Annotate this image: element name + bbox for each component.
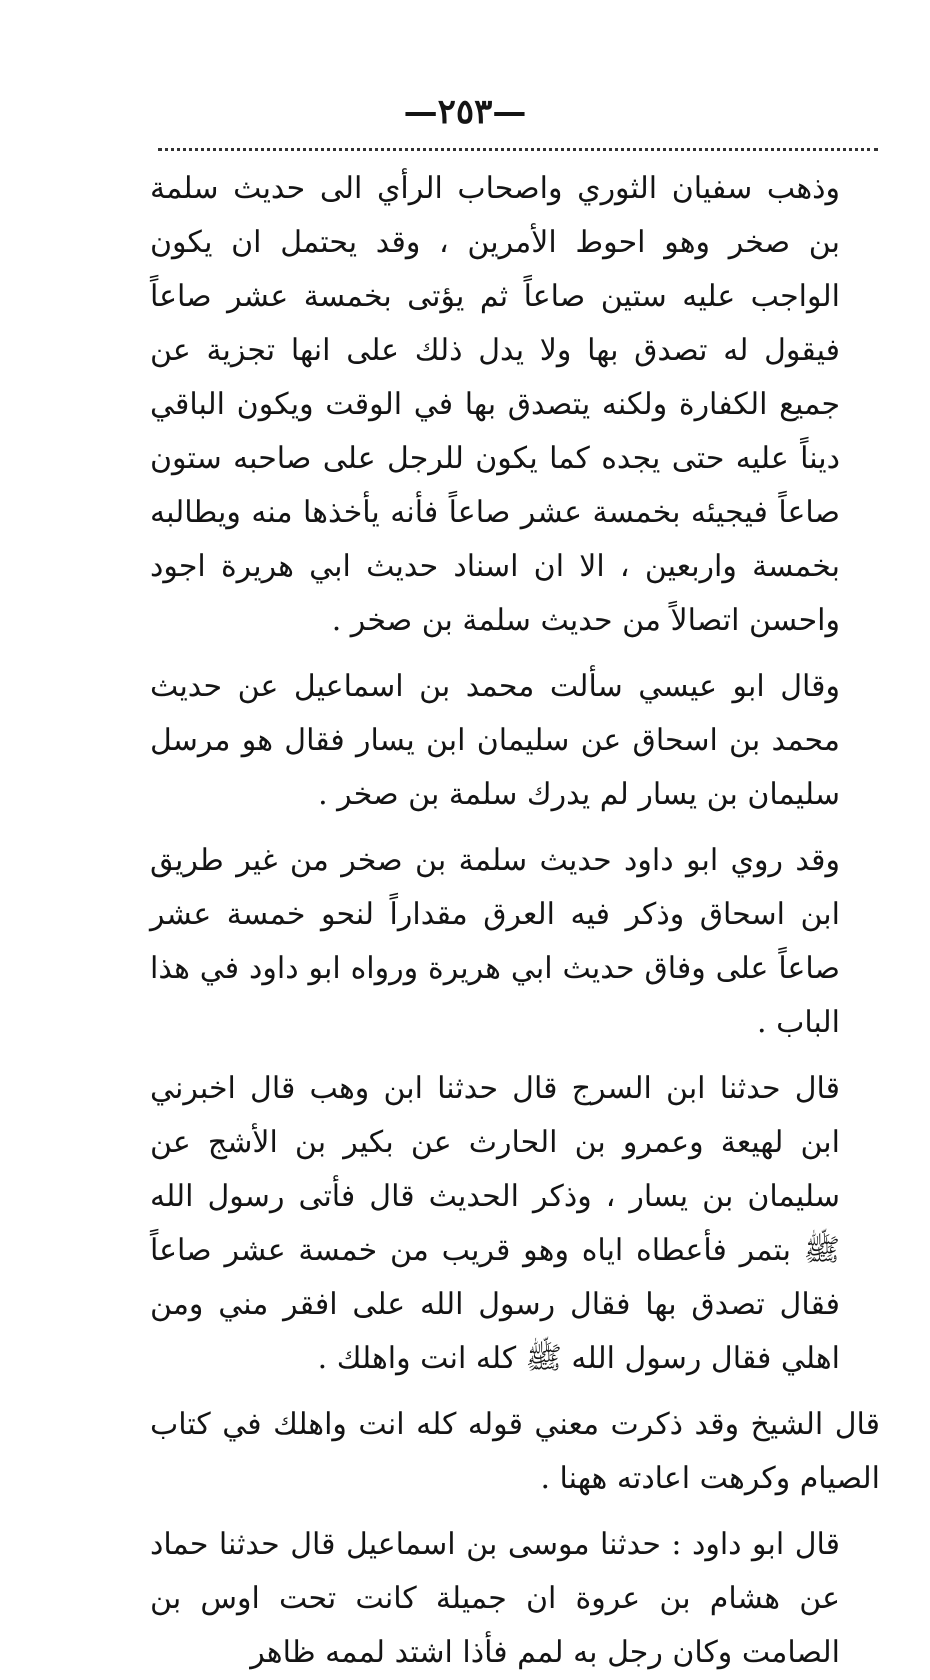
paragraph: قال حدثنا ابن السرج قال حدثنا ابن وهب قال اخبرني ابن لهيعة وعمرو بن الحارث عن بكير بن الأشج عن سليمان بن يسار ، وذكر الحديث قال فأتى رسول الله ﷺ بتمر فأعطاه اياه وهو قريب من خمسة عشر صاعاً فقال تصدق بها فقال رسول الله على افقر مني ومن اهلي فقال رسول الله ﷺ كله انت واهلك . xyxy=(150,1071,840,1376)
header-divider xyxy=(158,148,878,151)
paragraph: وقد روي ابو داود حديث سلمة بن صخر من غير طريق ابن اسحاق وذكر فيه العرق مقداراً لنحو خمسة عشر صاعاً على وفاق حديث ابي هريرة ورواه ابو داود في هذا الباب . xyxy=(150,843,840,1040)
page-body xyxy=(150,162,880,1680)
page-number: —٢٥٣— xyxy=(403,92,527,132)
paragraph: قال الشيخ وقد ذكرت معني قوله كله انت واهلك في كتاب الصيام وكرهت اعادته ههنا . xyxy=(150,1407,880,1496)
paragraph: وذهب سفيان الثوري واصحاب الرأي الى حديث سلمة بن صخر وهو احوط الأمرين ، وقد يحتمل ان يكون الواجب عليه ستين صاعاً ثم يؤتى بخمسة عشر صاعاً فيقول له تصدق بها ولا يدل ذلك على انها تجزية عن جميع الكفارة ولكنه يتصدق بها في الوقت ويكون الباقي ديناً عليه حتى يجده كما يكون للرجل على صاحبه ستون صاعاً فيجيئه بخمسة عشر صاعاً فأنه يأخذها منه ويطالبه بخمسة واربعين ، الا ان اسناد حديث ابي هريرة اجود واحسن اتصالاً من حديث سلمة بن صخر . xyxy=(150,171,840,638)
paragraph: قال ابو داود : حدثنا موسى بن اسماعيل قال حدثنا حماد عن هشام بن عروة ان جميلة كانت تحت اوس بن الصامت وكان رجل به لمم فأذا اشتد لممه ظاهر xyxy=(150,1527,840,1670)
paragraph: وقال ابو عيسي سألت محمد بن اسماعيل عن حديث محمد بن اسحاق عن سليمان ابن يسار فقال هو مرسل سليمان بن يسار لم يدرك سلمة بن صخر . xyxy=(150,669,840,812)
